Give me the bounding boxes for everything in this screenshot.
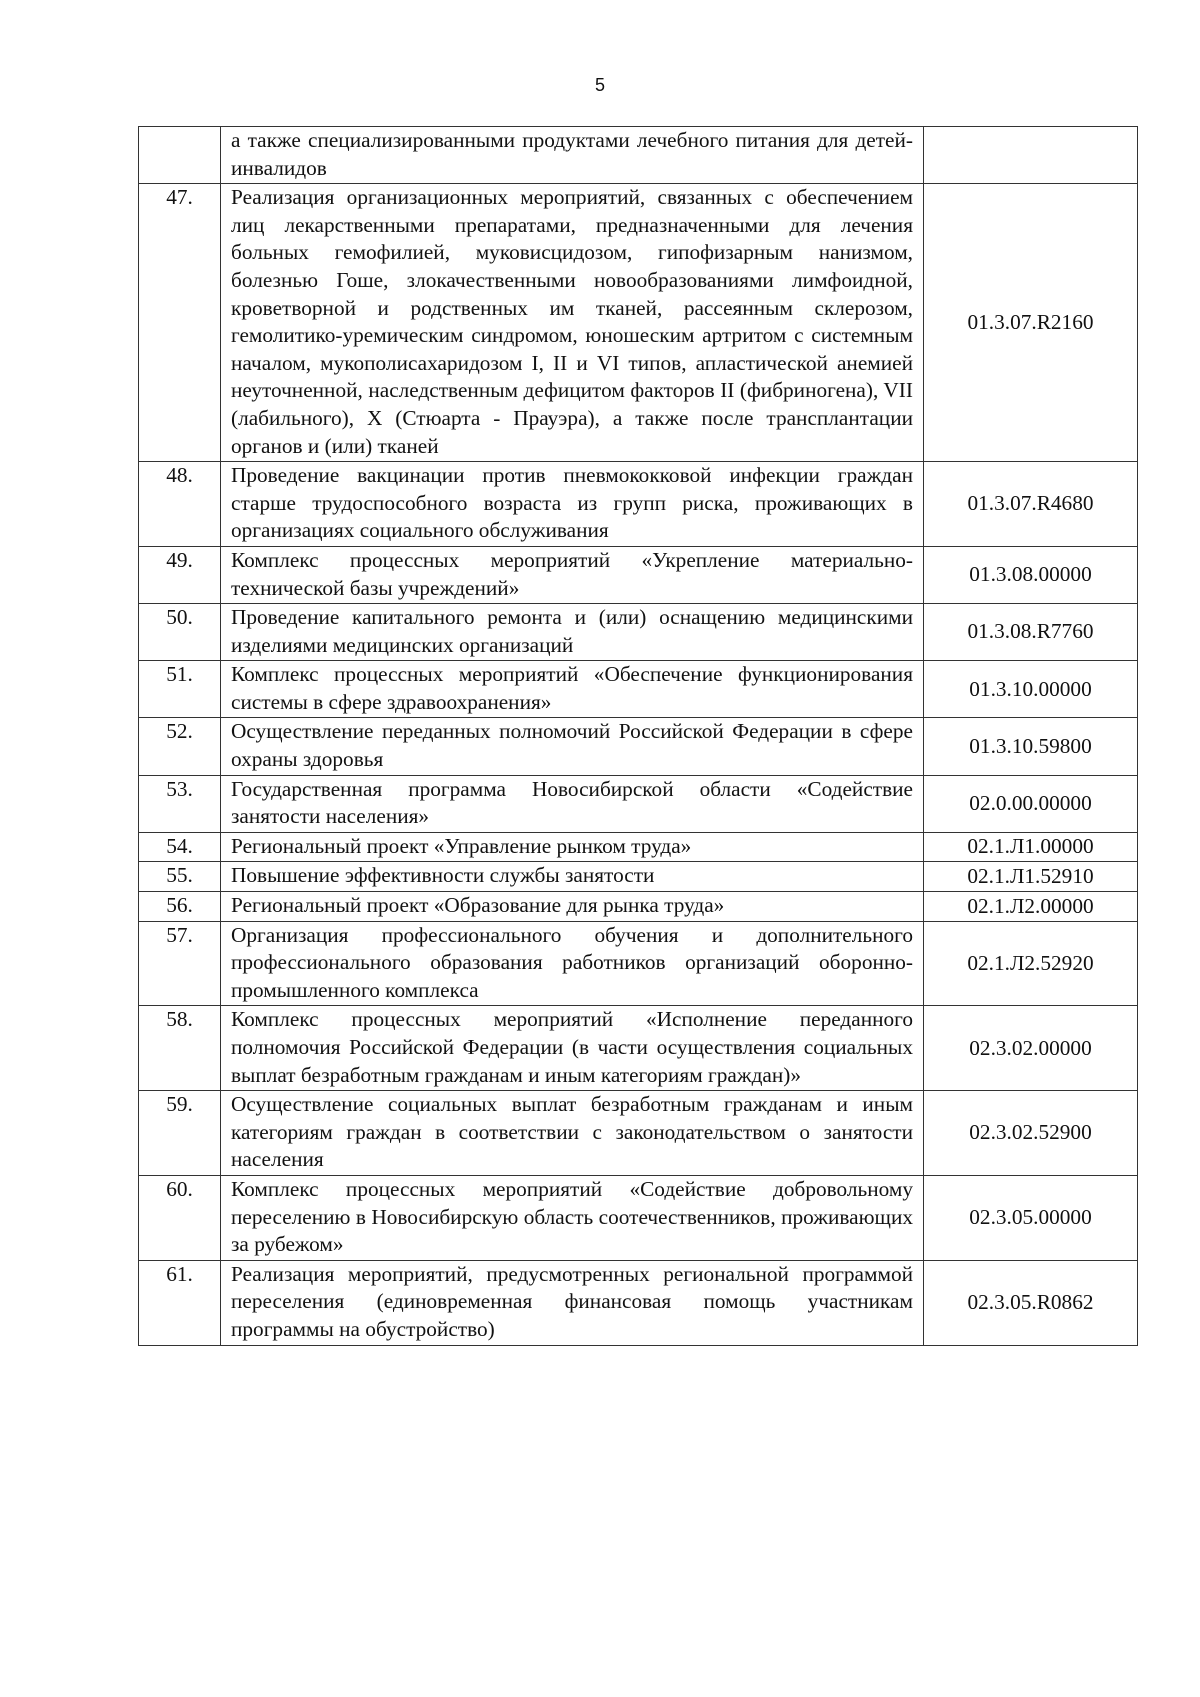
table-row [139,1260,1138,1345]
table-row [139,862,1138,892]
table-row [139,661,1138,718]
table-row [139,718,1138,775]
row-code: 02.1.Л2.52920 [924,921,1138,1006]
page-number: 5 [594,75,605,95]
row-number: 51. [139,661,221,718]
row-code: 02.3.05.R0862 [924,1260,1138,1345]
row-description: Реализация мероприятий, предусмотренных региональной программой переселения (единовременная финансовая помощь участникам программы на обустройство) [221,1260,924,1345]
row-description: Проведение вакцинации против пневмококковой инфекции граждан старше трудоспособного возраста из групп риска, проживающих в организациях социального обслуживания [221,462,924,547]
row-number: 55. [139,862,221,892]
row-code: 01.3.07.R2160 [924,184,1138,462]
table-row [139,892,1138,922]
row-code: 01.3.10.59800 [924,718,1138,775]
row-number: 50. [139,604,221,661]
table-body [139,127,1138,1346]
row-code [924,127,1138,184]
table-row [139,546,1138,603]
row-code: 02.3.02.52900 [924,1091,1138,1176]
row-code: 02.3.02.00000 [924,1006,1138,1091]
table-row [139,832,1138,862]
row-number: 58. [139,1006,221,1091]
row-description: Повышение эффективности службы занятости [221,862,924,892]
table-row [139,184,1138,462]
row-number: 49. [139,546,221,603]
row-number: 47. [139,184,221,462]
table-row [139,1175,1138,1260]
row-code: 02.1.Л1.00000 [924,832,1138,862]
row-description: Комплекс процессных мероприятий «Обеспечение функционирования системы в сфере здравоохранения» [221,661,924,718]
row-description: Региональный проект «Управление рынком труда» [221,832,924,862]
row-description: Реализация организационных мероприятий, связанных с обеспечением лиц лекарственными препаратами, предназначенными для лечения больных гемофилией, муковисцидозом, гипофизарным нанизмом, болезнью Гоше, злокачественными новообразованиями лимфоидной, кроветворной и родственных им тканей, рассеянным склерозом, гемолитико-уремическим синдромом, юношеским артритом с системным началом, мукополисахаридозом I, II и VI типов, апластической анемией неуточненной, наследственным дефицитом факторов II (фибриногена), VII (лабильного), X (Стюарта - Прауэра), а также после трансплантации органов и (или) тканей [221,184,924,462]
row-number: 56. [139,892,221,922]
table-row [139,921,1138,1006]
table-row [139,775,1138,832]
row-number: 52. [139,718,221,775]
row-description: Комплекс процессных мероприятий «Укрепление материально-технической базы учреждений» [221,546,924,603]
row-number: 54. [139,832,221,862]
row-number: 53. [139,775,221,832]
row-code: 01.3.10.00000 [924,661,1138,718]
row-code: 02.1.Л1.52910 [924,862,1138,892]
row-description: Региональный проект «Образование для рынка труда» [221,892,924,922]
row-number: 60. [139,1175,221,1260]
row-number [139,127,221,184]
row-description: Государственная программа Новосибирской области «Содействие занятости населения» [221,775,924,832]
row-description: Организация профессионального обучения и дополнительного профессионального образования работников организаций оборонно-промышленного комплекса [221,921,924,1006]
row-code: 02.3.05.00000 [924,1175,1138,1260]
row-description: Осуществление социальных выплат безработным гражданам и иным категориям граждан в соответствии с законодательством о занятости населения [221,1091,924,1176]
row-description: Комплекс процессных мероприятий «Исполнение переданного полномочия Российской Федерации (в части осуществления социальных выплат безработным гражданам и иным категориям граждан)» [221,1006,924,1091]
row-number: 59. [139,1091,221,1176]
row-description: Осуществление переданных полномочий Российской Федерации в сфере охраны здоровья [221,718,924,775]
row-number: 57. [139,921,221,1006]
row-number: 61. [139,1260,221,1345]
row-number: 48. [139,462,221,547]
table-row [139,1006,1138,1091]
row-description: Проведение капитального ремонта и (или) оснащению медицинскими изделиями медицинских организаций [221,604,924,661]
row-code: 02.0.00.00000 [924,775,1138,832]
row-code: 02.1.Л2.00000 [924,892,1138,922]
row-description: Комплекс процессных мероприятий «Содействие добровольному переселению в Новосибирскую область соотечественников, проживающих за рубежом» [221,1175,924,1260]
budget-classification-table [138,126,1138,1346]
table-row [139,604,1138,661]
row-code: 01.3.08.R7760 [924,604,1138,661]
table-row [139,1091,1138,1176]
row-code: 01.3.08.00000 [924,546,1138,603]
table-row [139,462,1138,547]
table-row [139,127,1138,184]
row-code: 01.3.07.R4680 [924,462,1138,547]
row-description: а также специализированными продуктами лечебного питания для детей-инвалидов [221,127,924,184]
